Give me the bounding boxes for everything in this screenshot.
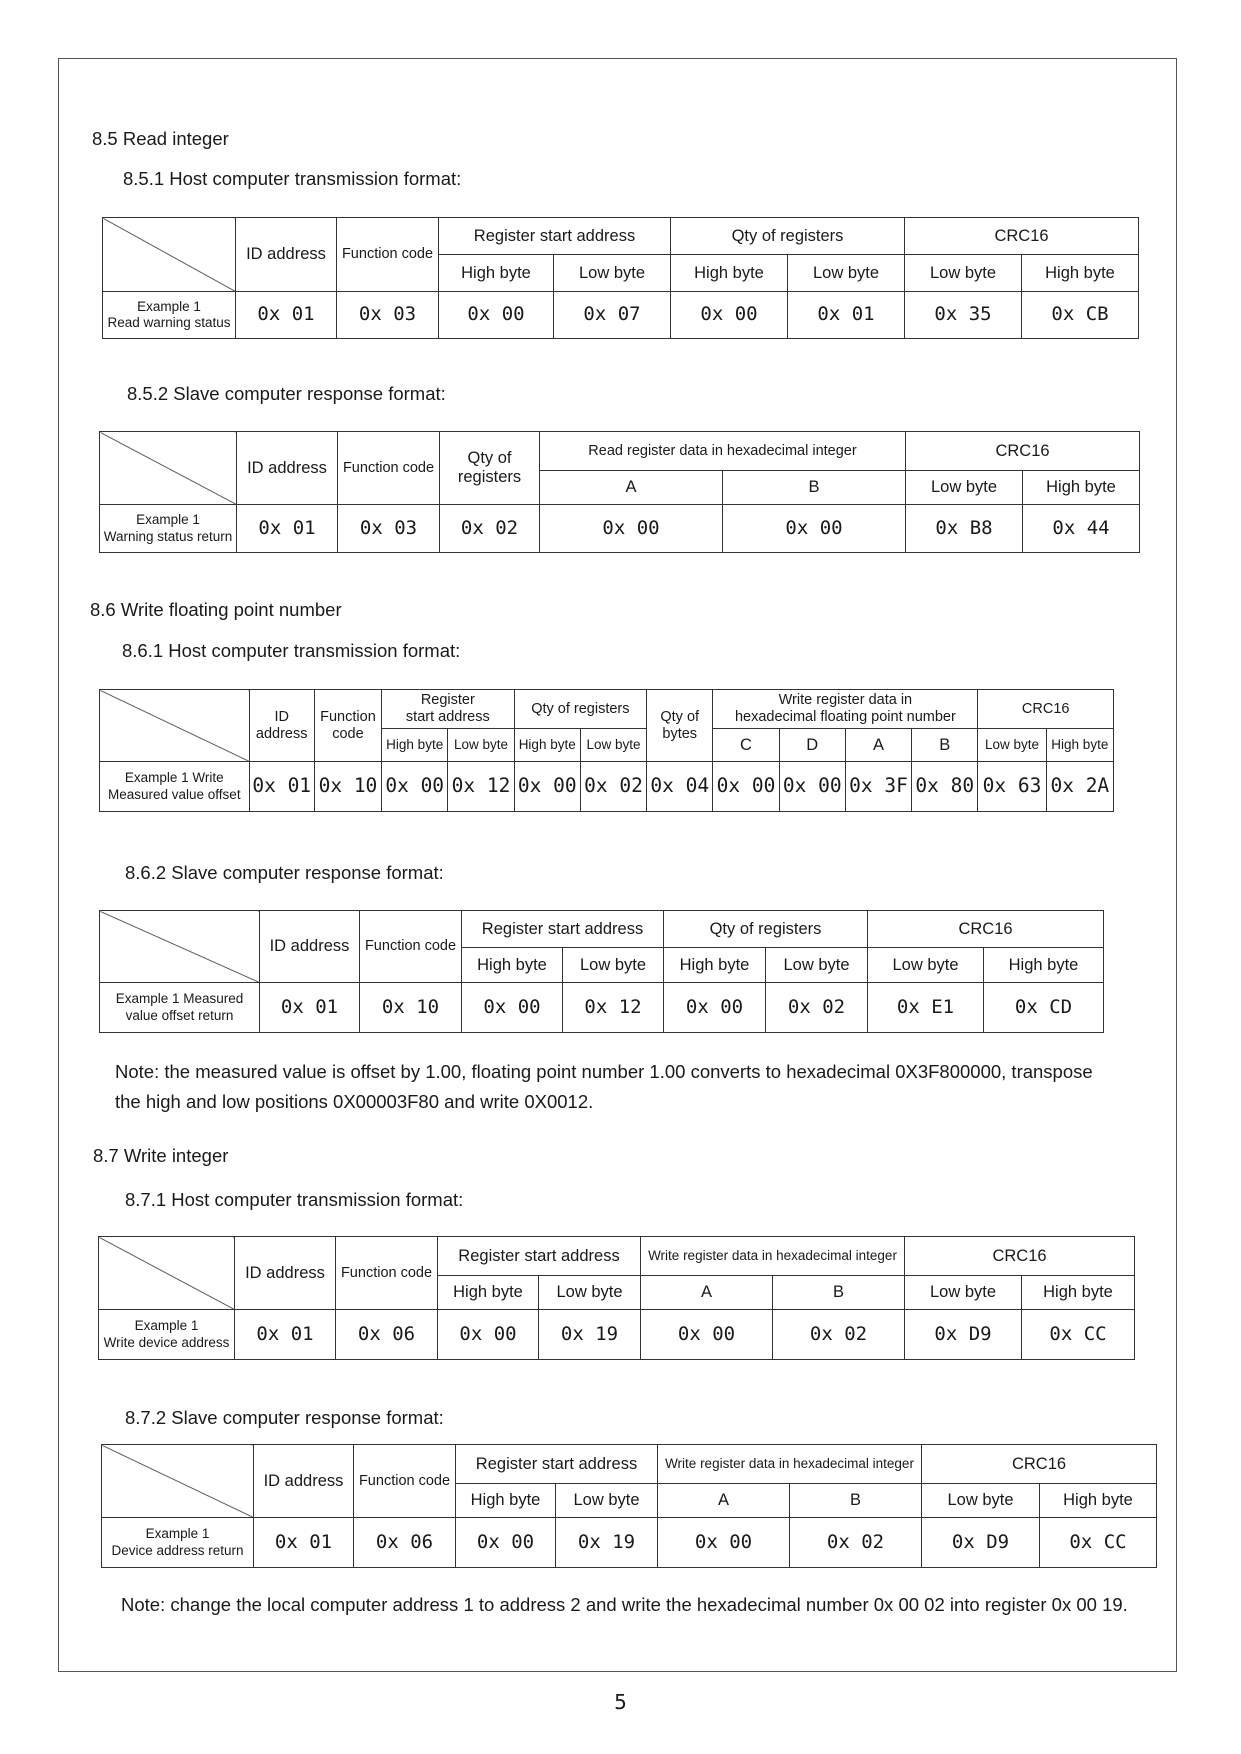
note-8-6: Note: the measured value is offset by 1.00, floating point number 1.00 converts to hexadecimal 0X3F800000, transpose the high and low positions 0X00003F80 and write 0X0012. [115, 1061, 1093, 1112]
sub-header: High byte [1022, 1276, 1135, 1310]
value-cell: 0x 00 [382, 762, 448, 812]
sub-header: High byte [664, 948, 766, 983]
table-8-5-2 [99, 431, 1140, 553]
crc16-header: CRC16 [906, 432, 1140, 471]
sub-header: C [713, 729, 779, 762]
value-cell: 0x 01 [249, 762, 314, 812]
sub-header: High byte [1022, 255, 1139, 292]
register-start-header: Register start address [382, 690, 515, 729]
sub-header: High byte [456, 1484, 556, 1518]
sub-header: A [540, 471, 723, 505]
example-label: Example 1 Read warning status [103, 292, 236, 339]
sub-header: Low byte [554, 255, 671, 292]
sub-header: A [658, 1484, 790, 1518]
section-8-6-2-heading: 8.6.2 Slave computer response format: [125, 862, 444, 883]
table-8-7-1 [98, 1236, 1135, 1360]
value-cell: 0x 00 [456, 1518, 556, 1568]
value-cell: 0x 00 [779, 762, 845, 812]
sub-header: High byte [1046, 729, 1113, 762]
read-data-header: Read register data in hexadecimal integer [540, 432, 906, 471]
example-label: Example 1 Write Measured value offset [100, 762, 250, 812]
value-cell: 0x 10 [360, 983, 462, 1033]
value-cell: 0x CD [984, 983, 1104, 1033]
sub-header: Low byte [448, 729, 514, 762]
sub-header: High byte [1040, 1484, 1157, 1518]
sub-header: High byte [984, 948, 1104, 983]
sub-header: A [845, 729, 911, 762]
value-cell: 0x 00 [664, 983, 766, 1033]
value-cell: 0x 00 [671, 292, 788, 339]
sub-header: Low byte [556, 1484, 658, 1518]
sub-header: High byte [514, 729, 580, 762]
table-8-6-2 [99, 910, 1104, 1033]
register-start-header: Register start address [462, 911, 664, 948]
value-cell: 0x E1 [868, 983, 984, 1033]
sub-header: Low byte [580, 729, 646, 762]
value-cell: 0x 2A [1046, 762, 1113, 812]
value-cell: 0x 03 [337, 292, 439, 339]
write-data-header: Write register data in hexadecimal integer [641, 1237, 905, 1276]
table-8-5-1 [102, 217, 1139, 339]
function-code-header: Function code [337, 218, 439, 292]
write-data-header: Write register data in hexadecimal integer [658, 1445, 922, 1484]
page-number: 5 [614, 1690, 627, 1714]
qty-registers-header: Qty of registers [514, 690, 647, 729]
value-cell: 0x 00 [713, 762, 779, 812]
header-diagonal-cell [100, 911, 260, 983]
qty-registers-header: Qty of registers [671, 218, 905, 255]
sub-header: High byte [382, 729, 448, 762]
register-start-header: Register start address [438, 1237, 641, 1276]
value-cell: 0x 00 [641, 1310, 773, 1360]
sub-header: Low byte [922, 1484, 1040, 1518]
id-address-header: ID address [236, 218, 337, 292]
value-cell: 0x D9 [922, 1518, 1040, 1568]
sub-header: Low byte [766, 948, 868, 983]
sub-header: B [773, 1276, 905, 1310]
qty-registers-header: Qty of registers [664, 911, 868, 948]
sub-header: Low byte [978, 729, 1046, 762]
value-cell: 0x 12 [563, 983, 664, 1033]
value-cell: 0x 04 [647, 762, 713, 812]
value-cell: 0x 06 [336, 1310, 438, 1360]
value-cell: 0x CB [1022, 292, 1139, 339]
function-code-header: Function code [354, 1445, 456, 1518]
value-cell: 0x 00 [723, 505, 906, 553]
qty-registers-header: Qty of registers [440, 432, 540, 505]
sub-header: High byte [439, 255, 554, 292]
value-cell: 0x 02 [580, 762, 646, 812]
table-8-7-2 [101, 1444, 1157, 1568]
function-code-header: Function code [314, 690, 381, 762]
value-cell: 0x 3F [845, 762, 911, 812]
qty-bytes-header: Qty of bytes [647, 690, 713, 762]
value-cell: 0x 01 [260, 983, 360, 1033]
header-diagonal-cell [102, 1445, 254, 1518]
example-label: Example 1 Warning status return [100, 505, 237, 553]
section-8-6-1-heading: 8.6.1 Host computer transmission format: [122, 640, 461, 661]
sub-header: Low byte [788, 255, 905, 292]
section-8-6-heading: 8.6 Write floating point number [90, 599, 342, 620]
example-label: Example 1 Device address return [102, 1518, 254, 1568]
sub-header: High byte [462, 948, 563, 983]
id-address-header: ID address [249, 690, 314, 762]
register-start-header: Register start address [439, 218, 671, 255]
value-cell: 0x 19 [556, 1518, 658, 1568]
value-cell: 0x 80 [912, 762, 978, 812]
table-8-6-1 [99, 689, 1114, 812]
value-cell: 0x 01 [237, 505, 338, 553]
sub-header: High byte [438, 1276, 539, 1310]
header-diagonal-cell [100, 432, 237, 505]
value-cell: 0x CC [1040, 1518, 1157, 1568]
section-8-7-1-heading: 8.7.1 Host computer transmission format: [125, 1189, 464, 1210]
value-cell: 0x D9 [905, 1310, 1022, 1360]
value-cell: 0x 02 [766, 983, 868, 1033]
example-label: Example 1 Write device address [99, 1310, 235, 1360]
register-start-header: Register start address [456, 1445, 658, 1484]
value-cell: 0x 10 [314, 762, 381, 812]
id-address-header: ID address [254, 1445, 354, 1518]
value-cell: 0x 00 [540, 505, 723, 553]
value-cell: 0x 00 [658, 1518, 790, 1568]
value-cell: 0x 19 [539, 1310, 641, 1360]
value-cell: 0x 00 [514, 762, 580, 812]
sub-header: B [790, 1484, 922, 1518]
value-cell: 0x 35 [905, 292, 1022, 339]
function-code-header: Function code [338, 432, 440, 505]
value-cell: 0x 02 [773, 1310, 905, 1360]
section-8-5-heading: 8.5 Read integer [92, 128, 229, 149]
value-cell: 0x 00 [462, 983, 563, 1033]
value-cell: 0x 03 [338, 505, 440, 553]
function-code-header: Function code [336, 1237, 438, 1310]
crc16-header: CRC16 [905, 1237, 1135, 1276]
value-cell: 0x 06 [354, 1518, 456, 1568]
value-cell: 0x 02 [440, 505, 540, 553]
section-8-7-2-heading: 8.7.2 Slave computer response format: [125, 1407, 444, 1428]
sub-header: Low byte [905, 1276, 1022, 1310]
value-cell: 0x 02 [790, 1518, 922, 1568]
id-address-header: ID address [260, 911, 360, 983]
sub-header: B [912, 729, 978, 762]
sub-header: Low byte [563, 948, 664, 983]
value-cell: 0x B8 [906, 505, 1023, 553]
sub-header: Low byte [868, 948, 984, 983]
value-cell: 0x 00 [438, 1310, 539, 1360]
sub-header: A [641, 1276, 773, 1310]
value-cell: 0x 01 [788, 292, 905, 339]
header-diagonal-cell [99, 1237, 235, 1310]
section-8-5-2-heading: 8.5.2 Slave computer response format: [127, 383, 446, 404]
example-label: Example 1 Measured value offset return [100, 983, 260, 1033]
function-code-header: Function code [360, 911, 462, 983]
value-cell: 0x CC [1022, 1310, 1135, 1360]
value-cell: 0x 12 [448, 762, 514, 812]
note-8-7: Note: change the local computer address 1 to address 2 and write the hexadecimal number 0x 00 02 into register 0x 00 19. [121, 1594, 1128, 1615]
crc16-header: CRC16 [868, 911, 1104, 948]
sub-header: B [723, 471, 906, 505]
value-cell: 0x 44 [1023, 505, 1140, 553]
sub-header: Low byte [539, 1276, 641, 1310]
crc16-header: CRC16 [905, 218, 1139, 255]
sub-header: High byte [1023, 471, 1140, 505]
value-cell: 0x 07 [554, 292, 671, 339]
id-address-header: ID address [237, 432, 338, 505]
id-address-header: ID address [235, 1237, 336, 1310]
header-diagonal-cell [100, 690, 250, 762]
crc16-header: CRC16 [978, 690, 1114, 729]
value-cell: 0x 00 [439, 292, 554, 339]
value-cell: 0x 01 [236, 292, 337, 339]
section-8-5-1-heading: 8.5.1 Host computer transmission format: [123, 168, 462, 189]
value-cell: 0x 01 [235, 1310, 336, 1360]
value-cell: 0x 01 [254, 1518, 354, 1568]
sub-header: Low byte [906, 471, 1023, 505]
header-diagonal-cell [103, 218, 236, 292]
sub-header: D [779, 729, 845, 762]
write-float-data-header: Write register data in hexadecimal floating point number [713, 690, 978, 729]
sub-header: Low byte [905, 255, 1022, 292]
sub-header: High byte [671, 255, 788, 292]
section-8-7-heading: 8.7 Write integer [93, 1145, 229, 1166]
crc16-header: CRC16 [922, 1445, 1157, 1484]
value-cell: 0x 63 [978, 762, 1046, 812]
